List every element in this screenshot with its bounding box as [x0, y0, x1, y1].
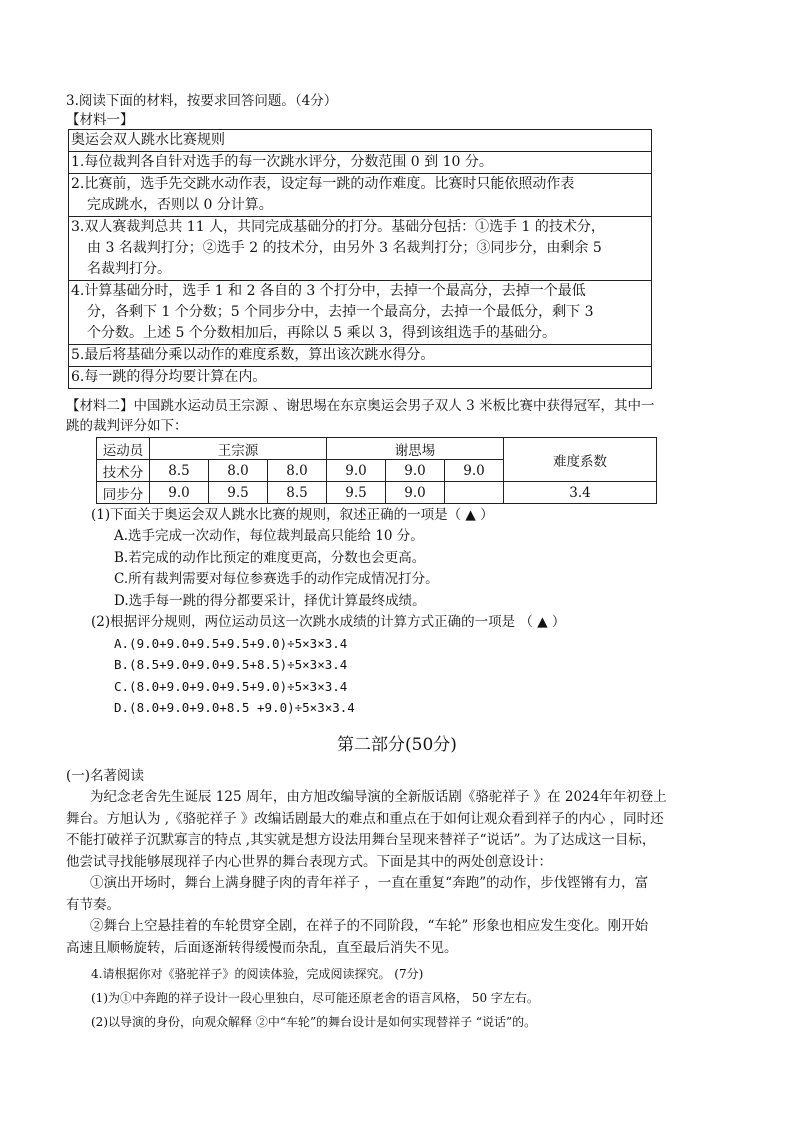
option-a: A.(9.0+9.0+9.5+9.5+9.0)÷5×3×3.4 — [114, 636, 348, 651]
rule-line: 完成跳水，否则以 0 分计算。 — [87, 197, 273, 213]
passage-line: ②舞台上空悬挂着的车轮贯穿全剧，在祥子的不同阶段，“车轮” 形象也相应发生变化。刚开始 — [90, 918, 649, 934]
option-b: B.(8.5+9.0+9.0+9.5+8.5)÷5×3×3.4 — [114, 657, 348, 672]
sub-question-1-stem: (1)下面关于奥运会双人跳水比赛的规则，叙述正确的一项是（ ▲ ） — [91, 507, 494, 523]
option-a: A.选手完成一次动作，每位裁判最高只能给 10 分。 — [114, 528, 424, 544]
athlete-2-name: 谢思埸 — [327, 438, 504, 460]
score-cell: 9.0 — [327, 460, 386, 482]
rule-item — [69, 345, 652, 367]
rule-item — [69, 281, 652, 345]
rule-line: 由 3 名裁判打分；②选手 2 的技术分，由另外 3 名裁判打分；③同步分，由剩余 5 — [87, 240, 602, 256]
passage-paragraph-1 — [66, 787, 736, 873]
question-4-part-1: (1)为①中奔跑的祥子设计一段心里独白，尽可能还原老舍的语言风格， 50 字左右。 — [91, 991, 539, 1005]
rule-line: 1.每位裁判各自针对选手的每一次跳水评分，分数范围 0 到 10 分。 — [71, 154, 493, 170]
score-cell: 9.0 — [150, 482, 209, 504]
score-cell: 8.0 — [268, 460, 327, 482]
score-cell: 8.5 — [268, 482, 327, 504]
passage-line: ①演出开场时，舞台上满身腱子肉的青年祥子 ，一直在重复“奔跑”的动作，步伐铿锵有力，富 — [90, 875, 649, 891]
rule-line: 名裁判打分。 — [87, 261, 171, 277]
rules-table — [68, 129, 652, 389]
passage-line: 舞台。方旭认为 ,《骆驼祥子 》改编话剧最大的难点和重点在于如何让观众看到祥子的内心 ，同时还 — [66, 810, 664, 827]
passage-line: 为纪念老舍先生诞辰 125 周年，由方旭改编导演的全新版话剧《骆驼祥子 》在 2024年年初登上 — [90, 789, 667, 805]
rule-line: 个分数。上述 5 个分数相加后，再除以 5 乘以 3，得到该组选手的基础分。 — [87, 325, 556, 341]
passage-paragraph-3 — [66, 916, 736, 959]
passage-line: 高速且顺畅旋转，后面逐渐转得缓慢而杂乱，直至最后消失不见。 — [66, 939, 458, 956]
rule-line: 3.双人赛裁判总共 11 人，共同完成基础分的打分。基础分包括：①选手 1 的技术分， — [71, 219, 605, 235]
section-title: (一)名著阅读 — [66, 768, 145, 784]
athlete-1-name: 王宗源 — [150, 438, 327, 460]
score-cell — [445, 482, 504, 504]
header-difficulty: 难度系数 — [504, 438, 657, 482]
question-4-stem: 4.请根据你对《骆驼祥子》的阅读体验，完成阅读探究。 (7分) — [91, 967, 424, 981]
option-b: B.若完成的动作比预定的难度更高，分数也会更高。 — [114, 550, 426, 566]
header-athlete: 运动员 — [97, 438, 150, 460]
score-cell: 9.5 — [327, 482, 386, 504]
material-2-line: 跳的裁判评分如下： — [66, 418, 188, 434]
rule-item — [69, 367, 652, 389]
passage-line: 有节奏。 — [66, 896, 120, 913]
passage-line: 他尝试寻找能够展现祥子内心世界的舞台表现方式。下面是其中的两处创意设计： — [66, 853, 552, 870]
rule-line: 4.计算基础分时，选手 1 和 2 各自的 3 个打分中，去掉一个最高分，去掉一个最低 — [71, 283, 586, 299]
passage-line: 不能打破祥子沉默寡言的特点 ,其实就是想方设法用舞台呈现来替祥子“说话”。为了达成这一目标， — [66, 832, 656, 848]
material-2-line: 【材料二】中国跳水运动员王宗源 、谢思埸在东京奥运会男子双人 3 米板比赛中获得冠军，其中一 — [66, 398, 655, 414]
rule-item — [69, 217, 652, 281]
score-cell: 9.0 — [386, 460, 445, 482]
question-4-part-2: (2)以导演的身份，向观众解释 ②中“车轮”的舞台设计是如何实现替祥子 “说话”的。 — [91, 1015, 537, 1029]
question-3-intro: 3.阅读下面的材料，按要求回答问题。（4分） — [66, 93, 338, 109]
rule-line: 分，各剩下 1 个分数；5 个同步分中，去掉一个最高分，去掉一个最低分，剩下 3 — [87, 304, 594, 320]
option-c: C.(8.0+9.0+9.0+9.5+9.0)÷5×3×3.4 — [114, 679, 348, 694]
difficulty-value: 3.4 — [504, 482, 657, 504]
option-c: C.所有裁判需要对每位参赛选手的动作完成情况打分。 — [114, 571, 439, 587]
score-cell: 9.5 — [209, 482, 268, 504]
rule-item — [69, 174, 652, 217]
material-1-label: 【材料一】 — [66, 112, 134, 128]
score-cell: 9.0 — [386, 482, 445, 504]
score-cell: 8.0 — [209, 460, 268, 482]
option-d: D.(8.0+9.0+9.0+8.5 +9.0)÷5×3×3.4 — [114, 700, 355, 715]
passage-paragraph-2 — [66, 873, 736, 916]
row-label-sync: 同步分 — [97, 482, 150, 504]
rule-item — [69, 152, 652, 174]
rule-line: 2.比赛前，选手先交跳水动作表，设定每一跳的动作难度。比赛时只能依照动作表 — [71, 176, 575, 192]
part-2-heading: 第二部分(50分) — [337, 735, 457, 755]
score-table — [96, 437, 657, 504]
row-label-tech: 技术分 — [97, 460, 150, 482]
option-d: D.选手每一跳的得分都要采计，择优计算最终成绩。 — [114, 593, 426, 609]
score-cell: 9.0 — [445, 460, 504, 482]
sub-question-2-stem: (2)根据评分规则，两位运动员这一次跳水成绩的计算方式正确的一项是 （ ▲ ） — [91, 614, 566, 630]
score-cell: 8.5 — [150, 460, 209, 482]
rule-line: 5.最后将基础分乘以动作的难度系数，算出该次跳水得分。 — [71, 347, 435, 363]
rule-line: 6.每一跳的得分均要计算在内。 — [71, 369, 267, 385]
rules-title: 奥运会双人跳水比赛规则 — [69, 130, 652, 152]
